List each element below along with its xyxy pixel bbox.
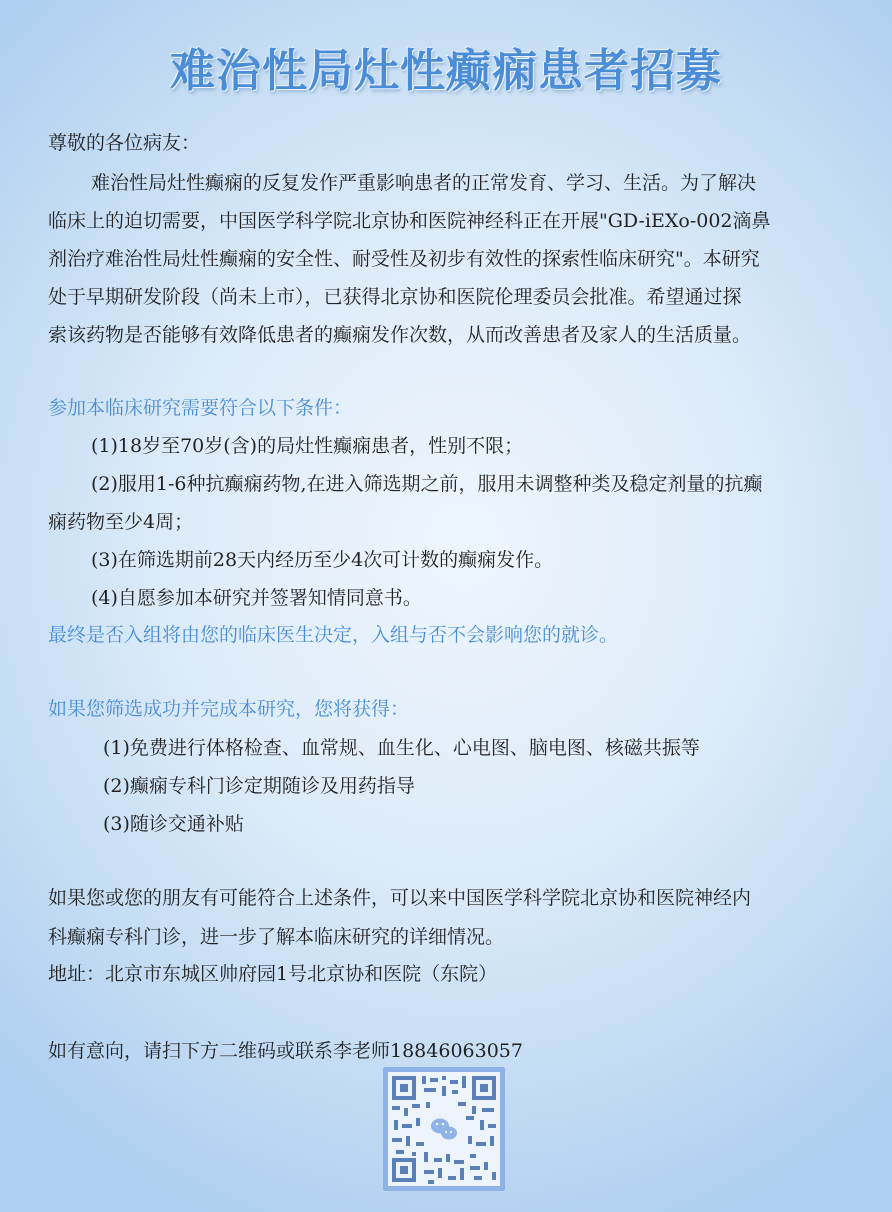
intro-line: 索该药物是否能够有效降低患者的癫痫发作次数，从而改善患者及家人的生活质量。 xyxy=(48,324,752,346)
criteria-item: (4)自愿参加本研究并签署知情同意书。 xyxy=(91,587,422,609)
criteria-heading: 参加本临床研究需要符合以下条件： xyxy=(48,397,353,419)
contact-line: 科癫痫专科门诊，进一步了解本临床研究的详细情况。 xyxy=(48,926,505,948)
criteria-item: 痫药物至少4周； xyxy=(48,511,194,533)
benefits-heading: 如果您筛选成功并完成本研究，您将获得： xyxy=(48,698,410,720)
benefit-item: (1)免费进行体格检查、血常规、血生化、心电图、脑电图、核磁共振等 xyxy=(103,737,700,759)
intro-line: 剂治疗难治性局灶性癫痫的安全性、耐受性及初步有效性的探索性临床研究"。本研究 xyxy=(48,248,760,270)
criteria-item: (3)在筛选期前28天内经历至少4次可计数的癫痫发作。 xyxy=(91,549,554,571)
contact-line: 如果您或您的朋友有可能符合上述条件，可以来中国医学科学院北京协和医院神经内 xyxy=(48,887,752,909)
qr-code-pattern xyxy=(388,1072,500,1186)
intro-line: 难治性局灶性癫痫的反复发作严重影响患者的正常发育、学习、生活。为了解决 xyxy=(91,172,757,194)
page-title: 难治性局灶性癫痫患者招募 xyxy=(169,44,722,97)
intro-line: 临床上的迫切需要，中国医学科学院北京协和医院神经科正在开展"GD-iEXo-002滴鼻 xyxy=(48,210,771,232)
greeting: 尊敬的各位病友： xyxy=(48,132,201,154)
contact-cta: 如有意向，请扫下方二维码或联系李老师18846063057 xyxy=(48,1040,523,1062)
criteria-item: (2)服用1-6种抗癫痫药物,在进入筛选期之前，服用未调整种类及稳定剂量的抗癫 xyxy=(91,473,763,495)
wechat-qr-code-icon[interactable] xyxy=(383,1067,505,1191)
benefit-item: (3)随诊交通补贴 xyxy=(103,813,244,835)
benefit-item: (2)癫痫专科门诊定期随诊及用药指导 xyxy=(103,775,415,797)
criteria-item: (1)18岁至70岁(含)的局灶性癫痫患者，性别不限； xyxy=(91,435,524,457)
address: 地址：北京市东城区帅府园1号北京协和医院（东院） xyxy=(48,963,498,985)
intro-line: 处于早期研发阶段（尚未上市），已获得北京协和医院伦理委员会批准。希望通过探 xyxy=(48,286,742,308)
criteria-note: 最终是否入组将由您的临床医生决定，入组与否不会影响您的就诊。 xyxy=(48,624,619,646)
